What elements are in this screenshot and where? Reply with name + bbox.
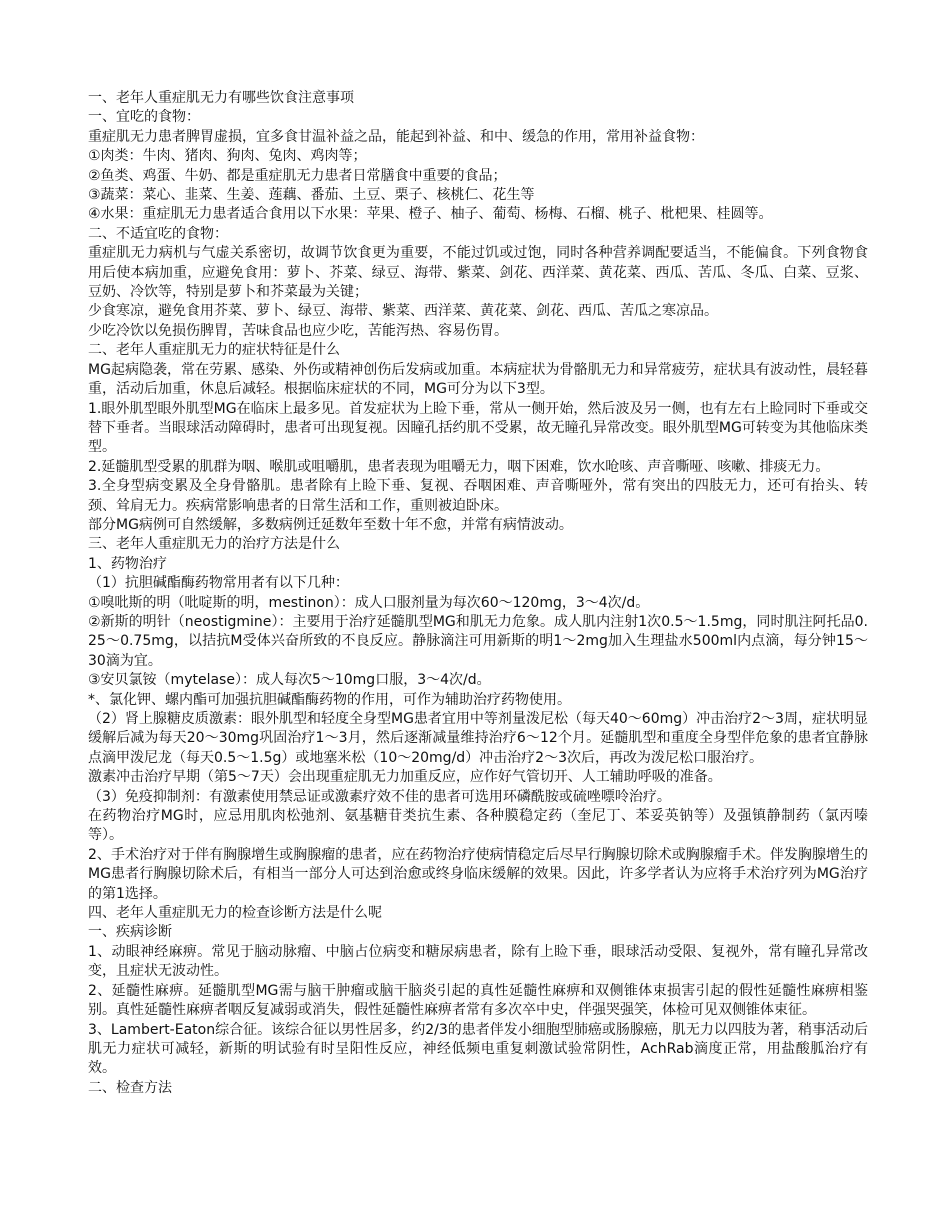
section-heading-treatment: 三、老年人重症肌无力的治疗方法是什么 <box>88 536 340 553</box>
section-heading-diet: 一、老年人重症肌无力有哪些饮食注意事项 <box>88 90 354 106</box>
paragraph: 重症肌无力患者脾胃虚损，宜多食甘温补益之品，能起到补益、和中、缓急的作用，常用补益食物： <box>88 128 704 145</box>
paragraph: 1.眼外肌型眼外肌型MG在临床上最多见。首发症状为上睑下垂，常从一侧开始，然后波及另一侧，也有左右上睑同时下垂或交替下垂者。当眼球活动障碍时，患者可出现复视。因瞳孔括约肌不受累，故无瞳孔异常改变。眼外肌型MG可转变为其他临床类型。 <box>88 400 868 456</box>
paragraph: 激素冲击治疗早期（第5～7天）会出现重症肌无力加重反应，应作好气管切开、人工辅助呼吸的准备。 <box>88 769 722 786</box>
paragraph: 少吃冷饮以免损伤脾胃，苦味食品也应少吃，苦能泻热、容易伤胃。 <box>88 322 508 339</box>
paragraph: *、氯化钾、螺内酯可加强抗胆碱酯酶药物的作用，可作为辅助治疗药物使用。 <box>88 691 571 708</box>
section-heading-symptoms: 二、老年人重症肌无力的症状特征是什么 <box>88 342 340 359</box>
paragraph: 1、动眼神经麻痹。常见于脑动脉瘤、中脑占位病变和糖尿病患者，除有上睑下垂，眼球活动受限、复视外，常有瞳孔异常改变，且症状无波动性。 <box>88 943 868 980</box>
paragraph: （2）肾上腺糖皮质激素：眼外肌型和轻度全身型MG患者宜用中等剂量泼尼松（每天40～60mg）冲击治疗2～3周，症状明显缓解后减为每天20～30mg巩固治疗1～3月，然后逐渐减量维持治疗6～12个月。延髓肌型和重度全身型伴危象的患者宜静脉点滴甲泼尼龙（每天0.5～1.5g）或地塞米松（10～20mg/d）冲击治疗2～3次后，再改为泼尼松口服治疗。 <box>88 711 868 766</box>
list-item: ②新斯的明针（neostigmine）：主要用于治疗延髓肌型MG和肌无力危象。成人肌内注射1次0.5～1.5mg，同时肌注阿托品0.25～0.75mg，以拮抗M受体兴奋所致的不良反应。静脉滴注可用新斯的明1～2mg加入生理盐水500ml内点滴，每分钟15～30滴为宜。 <box>88 613 868 669</box>
paragraph: （3）免疫抑制剂：有激素使用禁忌证或激素疗效不佳的患者可选用环磷酰胺或硫唑嘌呤治疗。 <box>88 788 671 805</box>
list-item: ①肉类：牛肉、猪肉、狗肉、兔肉、鸡肉等； <box>88 148 367 165</box>
paragraph: 重症肌无力病机与气虚关系密切，故调节饮食更为重要，不能过饥或过饱，同时各种营养调配要适当，不能偏食。下列食物食用后使本病加重，应避免食用：萝卜、芥菜、绿豆、海带、紫菜、剑花、西洋菜、黄花菜、西瓜、苦瓜、冬瓜、白菜、豆浆、豆奶、冷饮等，特别是萝卜和芥菜最为关键； <box>88 245 868 301</box>
subheading-suitable-foods: 一、宜吃的食物： <box>88 109 200 126</box>
subheading-drug-therapy: 1、药物治疗 <box>88 555 167 572</box>
paragraph: 2.延髓肌型受累的肌群为咽、喉肌或咀嚼肌，患者表现为咀嚼无力，咽下困难，饮水呛咳、声音嘶哑、咳嗽、排痰无力。 <box>88 458 830 475</box>
section-heading-diagnosis: 四、老年人重症肌无力的检查诊断方法是什么呢 <box>88 905 382 922</box>
paragraph: 2、手术治疗对于伴有胸腺增生或胸腺瘤的患者，应在药物治疗使病情稳定后尽早行胸腺切除术或胸腺瘤手术。伴发胸腺增生的MG患者行胸腺切除术后，有相当一部分人可达到治愈或终身临床缓解的效果。因此，许多学者认为应将手术治疗列为MG治疗的第1选择。 <box>88 846 868 902</box>
paragraph: 少食寒凉，避免食用芥菜、萝卜、绿豆、海带、紫菜、西洋菜、黄花菜、剑花、西瓜、苦瓜之寒凉品。 <box>88 303 718 320</box>
list-item: ②鱼类、鸡蛋、牛奶、都是重症肌无力患者日常膳食中重要的食品； <box>88 167 507 184</box>
subheading-exam-methods: 二、检查方法 <box>88 1079 172 1096</box>
subheading-disease-diagnosis: 一、疾病诊断 <box>88 924 172 941</box>
paragraph: 部分MG病例可自然缓解，多数病例迁延数年至数十年不愈，并常有病情波动。 <box>88 516 573 533</box>
paragraph: 3.全身型病变累及全身骨骼肌。患者除有上睑下垂、复视、吞咽困难、声音嘶哑外，常有突出的四肢无力，还可有抬头、转颈、耸肩无力。疾病常影响患者的日常生活和工作，重则被迫卧床。 <box>88 478 868 514</box>
paragraph: MG起病隐袭，常在劳累、感染、外伤或精神创伤后发病或加重。本病症状为骨骼肌无力和异常疲劳，症状具有波动性，晨轻暮重，活动后加重，休息后减轻。根据临床症状的不同，MG可分为以下3型。 <box>88 361 868 398</box>
list-item: ④水果：重症肌无力患者适合食用以下水果：苹果、橙子、柚子、葡萄、杨梅、石榴、桃子、枇杷果、桂圆等。 <box>88 206 773 223</box>
paragraph: 3、Lambert-Eaton综合征。该综合征以男性居多，约2/3的患者伴发小细胞型肺癌或肠腺癌，肌无力以四肢为著，稍事活动后肌无力症状可减轻，新斯的明试验有时呈阳性反应，神经低频电重复刺激试验常阴性，AchRab滴度正常，用盐酸胍治疗有效。 <box>88 1021 868 1077</box>
list-item: ③蔬菜：菜心、韭菜、生姜、莲藕、番茄、土豆、栗子、核桃仁、花生等 <box>88 187 535 204</box>
list-item: ③安贝氯铵（mytelase）：成人每次5～10mg口服，3～4次/d。 <box>88 672 491 689</box>
paragraph: 在药物治疗MG时，应忌用肌肉松弛剂、氨基糖苷类抗生素、各种膜稳定药（奎尼丁、苯妥英钠等）及强镇静制药（氯丙嗪等）。 <box>88 808 868 844</box>
paragraph: 2、延髓性麻痹。延髓肌型MG需与脑干肿瘤或脑干脑炎引起的真性延髓性麻痹和双侧锥体束损害引起的假性延髓性麻痹相鉴别。真性延髓性麻痹者咽反复减弱或消失，假性延髓性麻痹者常有多次卒中史，伴强哭强笑，体检可见双侧锥体束征。 <box>88 982 868 1019</box>
list-item: ①嗅吡斯的明（吡啶斯的明，mestinon）：成人口服剂量为每次60～120mg，3～4次/d。 <box>88 594 650 611</box>
subheading-unsuitable-foods: 二、不适宜吃的食物： <box>88 225 228 242</box>
paragraph: （1）抗胆碱酯酶药物常用者有以下几种： <box>88 575 349 592</box>
document-body <box>88 89 868 1098</box>
